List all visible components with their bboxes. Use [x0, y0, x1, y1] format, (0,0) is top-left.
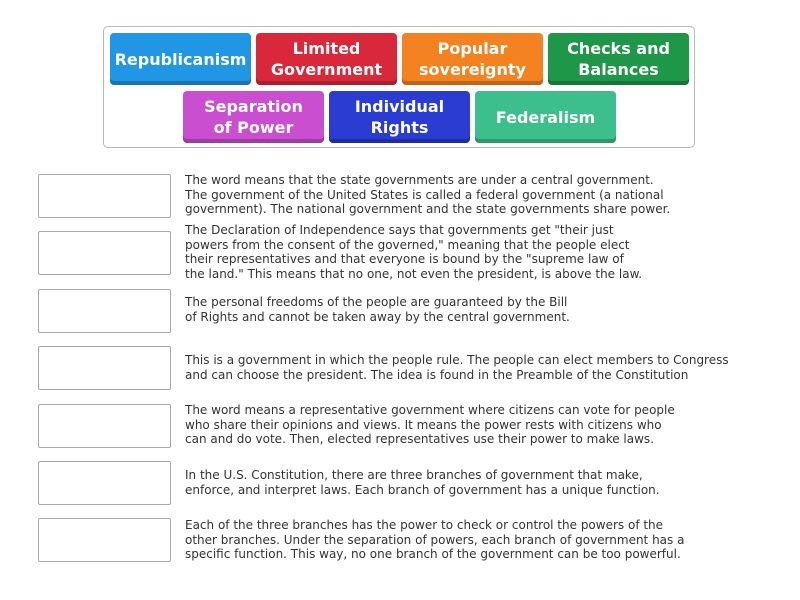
clue-text-7: Each of the three branches has the power to check or control the powers of the other branches. Under the separation of powers, each branch of government has a specific function. This way, no one branch of the government can be too powerful.	[185, 518, 685, 562]
clue-text-4: This is a government in which the people rule. The people can elect members to Congress and can choose the president. The idea is found in the Preamble of the Constitution	[185, 353, 729, 382]
tile-federalism[interactable]: Federalism	[475, 91, 616, 143]
clue-text-3: The personal freedoms of the people are guaranteed by the Bill of Rights and cannot be taken away by the central government.	[185, 295, 570, 324]
drop-slot-1[interactable]	[38, 174, 171, 218]
drop-slot-2[interactable]	[38, 231, 171, 275]
clue-text-5: The word means a representative government where citizens can vote for people who share their opinions and views. It means the power rests with citizens who can and do vote. Then, elected representatives use their power to make laws.	[185, 403, 675, 447]
drop-slot-3[interactable]	[38, 289, 171, 333]
tile-individual-rights[interactable]: Individual Rights	[329, 91, 470, 143]
drop-slot-5[interactable]	[38, 404, 171, 448]
clue-text-1: The word means that the state governments are under a central government. The government of the United States is called a federal government (a national government). The national government and the state governments share power.	[185, 173, 671, 217]
drop-slot-6[interactable]	[38, 461, 171, 505]
drop-slot-7[interactable]	[38, 518, 171, 562]
tile-republicanism[interactable]: Republicanism	[110, 33, 251, 85]
tile-checks-and-balances[interactable]: Checks and Balances	[548, 33, 689, 85]
tile-separation-of-power[interactable]: Separation of Power	[183, 91, 324, 143]
clue-text-6: In the U.S. Constitution, there are three branches of government that make, enforce, and interpret laws. Each branch of government has a unique function.	[185, 468, 660, 497]
clue-text-2: The Declaration of Independence says that governments get "their just powers from the consent of the governed," meaning that the people elect their representatives and that everyone is bound by the "supreme law of the land." This means that no one, not even the president, is above the law.	[185, 223, 643, 281]
drop-slot-4[interactable]	[38, 346, 171, 390]
tile-popular-sovereignty[interactable]: Popular sovereignty	[402, 33, 543, 85]
tile-limited-government[interactable]: Limited Government	[256, 33, 397, 85]
